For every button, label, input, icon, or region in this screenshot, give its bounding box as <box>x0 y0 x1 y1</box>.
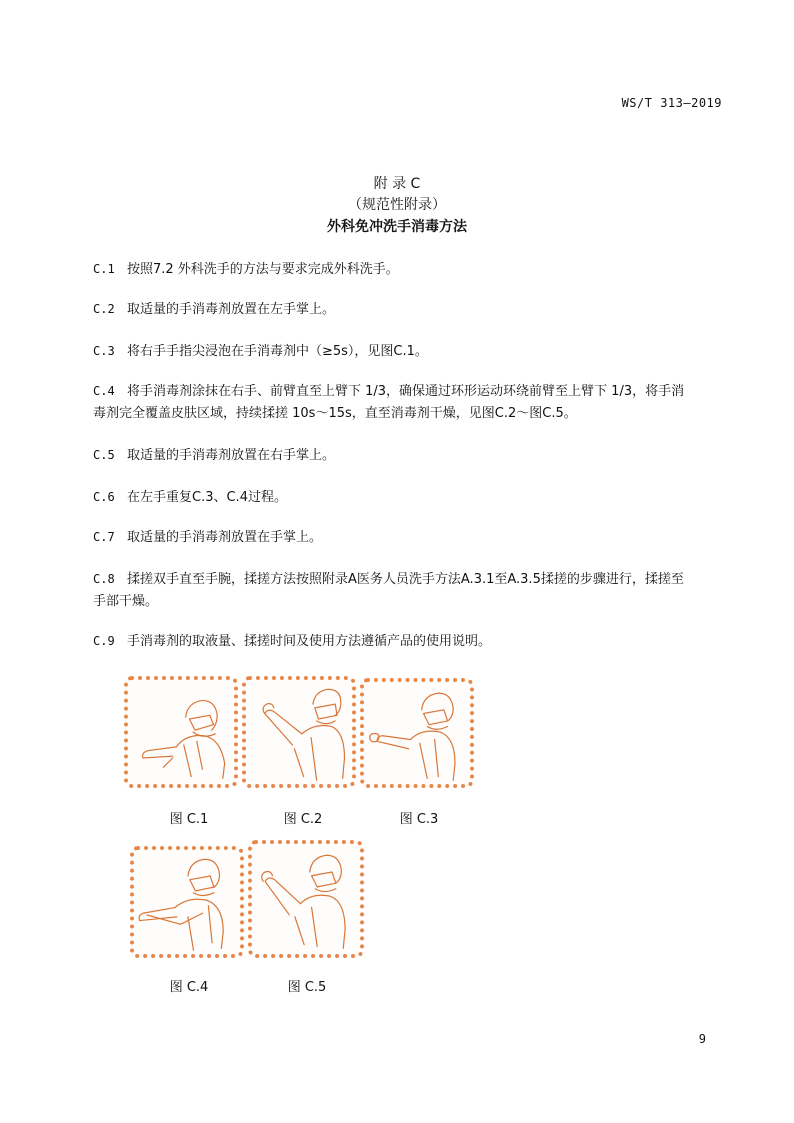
figure-c5-illustration <box>248 840 364 958</box>
figure-c1-illustration <box>124 676 238 788</box>
person-raising-arm-icon <box>246 680 352 784</box>
clause-c3 <box>93 340 721 363</box>
clause-number: C.5 <box>93 448 115 462</box>
figure-c2-caption: 图 C.2 <box>283 812 323 827</box>
clause-text-continued: 毒剂完全覆盖皮肤区域，持续揉搓 10s～15s，直至消毒剂干燥，见图C.2～图C.5。 <box>93 406 577 421</box>
figure-c5-caption: 图 C.5 <box>287 980 327 995</box>
clause-text-continued: 手部干燥。 <box>93 594 159 609</box>
clause-text: 在左手重复C.3、C.4过程。 <box>127 490 287 505</box>
clause-c6 <box>93 486 721 509</box>
clause-c4 <box>93 380 721 425</box>
clause-text: 按照7.2 外科洗手的方法与要求完成外科洗手。 <box>127 262 399 277</box>
annex-name: 外科免冲洗手消毒方法 <box>327 219 467 235</box>
figure-c4-illustration <box>130 846 244 958</box>
clause-text: 手消毒剂的取液量、揉搓时间及使用方法遵循产品的使用说明。 <box>127 634 492 649</box>
clause-number: C.4 <box>93 384 115 398</box>
clause-c1 <box>93 258 721 281</box>
clause-number: C.3 <box>93 344 115 358</box>
annex-label: 附 录 C <box>373 176 421 192</box>
person-elbow-raised-icon <box>252 844 360 954</box>
clause-c9 <box>93 630 721 653</box>
clause-number: C.7 <box>93 530 115 544</box>
clause-text: 揉搓双手直至手腕，揉搓方法按照附录A医务人员洗手方法A.3.1至A.3.5揉搓的步骤进行，揉搓至 <box>127 572 684 587</box>
clause-number: C.8 <box>93 572 115 586</box>
page-number: 9 <box>698 1032 706 1046</box>
clause-c7 <box>93 526 721 549</box>
person-fist-forward-icon <box>364 682 470 784</box>
person-crossed-arms-icon <box>134 850 240 954</box>
clause-c2 <box>93 298 721 321</box>
clause-number: C.1 <box>93 262 115 276</box>
clause-text: 取适量的手消毒剂放置在右手掌上。 <box>127 448 336 463</box>
figure-c3-illustration <box>360 678 474 788</box>
figure-c1-caption: 图 C.1 <box>169 812 209 827</box>
clause-number: C.6 <box>93 490 115 504</box>
clause-number: C.9 <box>93 634 115 648</box>
clause-text: 取适量的手消毒剂放置在左手掌上。 <box>127 302 336 317</box>
clause-text: 取适量的手消毒剂放置在手掌上。 <box>127 530 323 545</box>
clause-c5 <box>93 444 721 467</box>
clause-number: C.2 <box>93 302 115 316</box>
annex-title-block <box>0 174 794 238</box>
clause-c8 <box>93 568 721 613</box>
figure-c3-caption: 图 C.3 <box>399 812 439 827</box>
standard-code: WS/T 313—2019 <box>621 96 722 110</box>
clause-text: 将右手手指尖浸泡在手消毒剂中（≥5s），见图C.1。 <box>127 344 428 359</box>
figure-c4-caption: 图 C.4 <box>169 980 209 995</box>
person-rubbing-hands-icon <box>128 680 234 784</box>
clause-text: 将手消毒剂涂抹在右手、前臂直至上臂下 1/3，确保通过环形运动环绕前臂至上臂下 1/3，将手消 <box>127 384 685 399</box>
annex-type: （规范性附录） <box>348 197 446 213</box>
figure-c2-illustration <box>242 676 356 788</box>
